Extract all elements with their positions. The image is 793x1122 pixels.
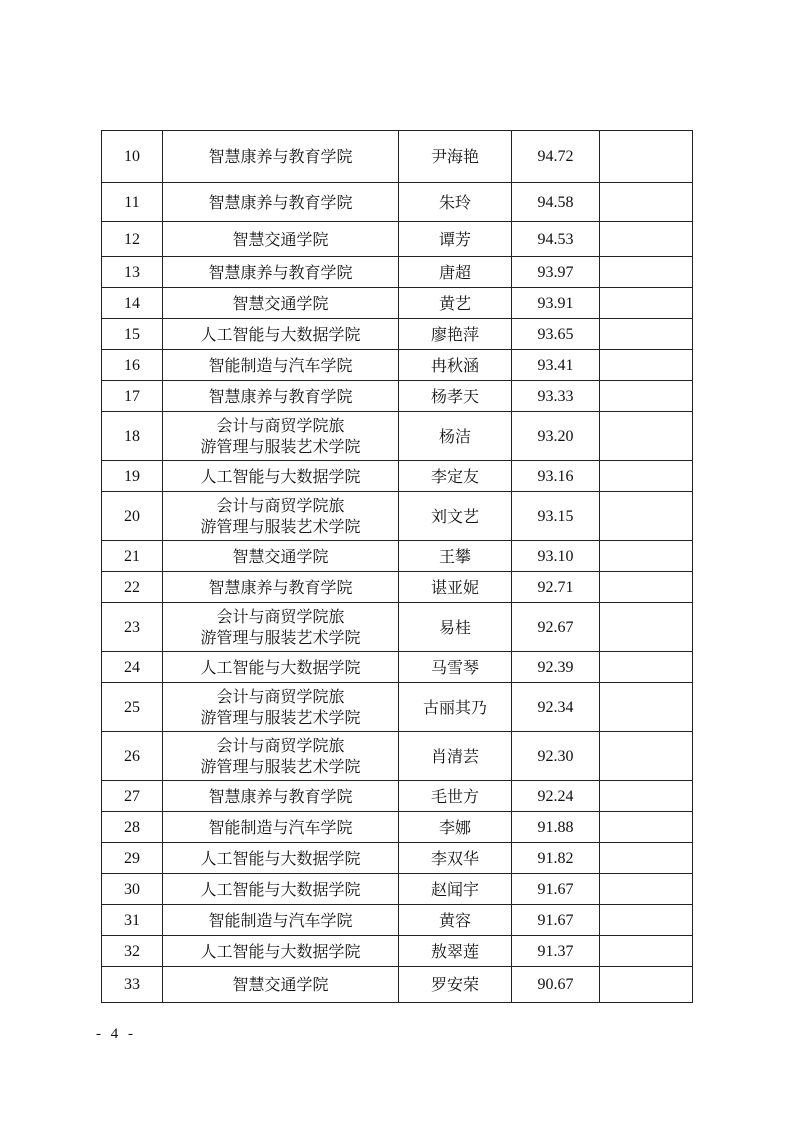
college-cell: 人工智能与大数据学院 [163,652,399,683]
name-cell: 朱玲 [399,183,512,222]
rank-cell: 11 [102,183,163,222]
college-cell: 智能制造与汽车学院 [163,905,399,936]
score-cell: 93.33 [512,381,600,412]
name-cell: 廖艳萍 [399,319,512,350]
name-cell: 黄容 [399,905,512,936]
name-cell: 马雪琴 [399,652,512,683]
rank-cell: 24 [102,652,163,683]
table-row [102,812,693,843]
name-cell: 古丽其乃 [399,683,512,732]
table-row [102,461,693,492]
score-cell: 93.65 [512,319,600,350]
note-cell [600,412,693,461]
page-number: - 4 - [96,1026,136,1042]
table-row [102,257,693,288]
rank-cell: 27 [102,781,163,812]
score-cell: 92.30 [512,732,600,781]
name-cell: 冉秋涵 [399,350,512,381]
note-cell [600,381,693,412]
rank-cell: 25 [102,683,163,732]
score-cell: 92.39 [512,652,600,683]
note-cell [600,812,693,843]
score-cell: 93.16 [512,461,600,492]
note-cell [600,257,693,288]
note-cell [600,541,693,572]
name-cell: 李双华 [399,843,512,874]
table-row [102,492,693,541]
college-cell: 智慧交通学院 [163,288,399,319]
name-cell: 罗安荣 [399,967,512,1003]
rank-cell: 19 [102,461,163,492]
rank-cell: 20 [102,492,163,541]
college-cell: 智慧交通学院 [163,222,399,257]
score-cell: 92.34 [512,683,600,732]
note-cell [600,492,693,541]
table-row [102,843,693,874]
table-row [102,781,693,812]
college-cell: 会计与商贸学院旅 游管理与服装艺术学院 [163,732,399,781]
name-cell: 唐超 [399,257,512,288]
table-row [102,381,693,412]
college-cell: 人工智能与大数据学院 [163,461,399,492]
table-row [102,652,693,683]
rank-cell: 32 [102,936,163,967]
college-cell: 智慧交通学院 [163,541,399,572]
score-cell: 94.53 [512,222,600,257]
name-cell: 李定友 [399,461,512,492]
table-row [102,967,693,1003]
note-cell [600,732,693,781]
rank-cell: 31 [102,905,163,936]
name-cell: 刘文艺 [399,492,512,541]
score-cell: 91.37 [512,936,600,967]
college-cell: 智慧交通学院 [163,967,399,1003]
note-cell [600,461,693,492]
note-cell [600,288,693,319]
note-cell [600,683,693,732]
table-row [102,905,693,936]
note-cell [600,131,693,183]
rank-cell: 10 [102,131,163,183]
ranking-table [101,130,693,1003]
table-row [102,732,693,781]
rank-cell: 26 [102,732,163,781]
score-cell: 92.24 [512,781,600,812]
table-row [102,222,693,257]
score-cell: 91.67 [512,905,600,936]
rank-cell: 14 [102,288,163,319]
rank-cell: 23 [102,603,163,652]
note-cell [600,319,693,350]
name-cell: 杨孝天 [399,381,512,412]
name-cell: 尹海艳 [399,131,512,183]
note-cell [600,936,693,967]
note-cell [600,603,693,652]
score-cell: 93.91 [512,288,600,319]
table-row [102,874,693,905]
table-row [102,683,693,732]
rank-cell: 22 [102,572,163,603]
rank-cell: 21 [102,541,163,572]
score-cell: 94.72 [512,131,600,183]
college-cell: 智能制造与汽车学院 [163,350,399,381]
table-row [102,603,693,652]
score-cell: 93.10 [512,541,600,572]
name-cell: 易桂 [399,603,512,652]
score-cell: 90.67 [512,967,600,1003]
score-cell: 94.58 [512,183,600,222]
rank-cell: 16 [102,350,163,381]
note-cell [600,222,693,257]
college-cell: 智慧康养与教育学院 [163,381,399,412]
rank-cell: 18 [102,412,163,461]
name-cell: 肖清芸 [399,732,512,781]
score-cell: 93.20 [512,412,600,461]
college-cell: 会计与商贸学院旅 游管理与服装艺术学院 [163,492,399,541]
score-cell: 93.41 [512,350,600,381]
note-cell [600,183,693,222]
note-cell [600,905,693,936]
note-cell [600,843,693,874]
name-cell: 谭芳 [399,222,512,257]
college-cell: 人工智能与大数据学院 [163,843,399,874]
score-cell: 91.88 [512,812,600,843]
score-cell: 93.97 [512,257,600,288]
college-cell: 会计与商贸学院旅 游管理与服装艺术学院 [163,603,399,652]
college-cell: 智慧康养与教育学院 [163,131,399,183]
table-row [102,131,693,183]
college-cell: 智慧康养与教育学院 [163,781,399,812]
name-cell: 毛世方 [399,781,512,812]
rank-cell: 17 [102,381,163,412]
college-cell: 人工智能与大数据学院 [163,319,399,350]
note-cell [600,572,693,603]
name-cell: 谌亚妮 [399,572,512,603]
college-cell: 智慧康养与教育学院 [163,572,399,603]
name-cell: 黄艺 [399,288,512,319]
rank-cell: 33 [102,967,163,1003]
table-row [102,319,693,350]
college-cell: 智慧康养与教育学院 [163,257,399,288]
table-row [102,412,693,461]
rank-cell: 15 [102,319,163,350]
note-cell [600,350,693,381]
score-cell: 92.71 [512,572,600,603]
name-cell: 敖翠莲 [399,936,512,967]
table-row [102,541,693,572]
table-row [102,288,693,319]
name-cell: 杨洁 [399,412,512,461]
score-cell: 92.67 [512,603,600,652]
note-cell [600,874,693,905]
name-cell: 赵闻宇 [399,874,512,905]
table-row [102,350,693,381]
score-cell: 93.15 [512,492,600,541]
college-cell: 会计与商贸学院旅 游管理与服装艺术学院 [163,683,399,732]
score-cell: 91.67 [512,874,600,905]
name-cell: 李娜 [399,812,512,843]
note-cell [600,967,693,1003]
note-cell [600,781,693,812]
rank-cell: 13 [102,257,163,288]
rank-cell: 29 [102,843,163,874]
college-cell: 智能制造与汽车学院 [163,812,399,843]
rank-cell: 28 [102,812,163,843]
table-row [102,936,693,967]
table-row [102,183,693,222]
college-cell: 智慧康养与教育学院 [163,183,399,222]
note-cell [600,652,693,683]
college-cell: 人工智能与大数据学院 [163,874,399,905]
rank-cell: 12 [102,222,163,257]
name-cell: 王攀 [399,541,512,572]
table-row [102,572,693,603]
rank-cell: 30 [102,874,163,905]
college-cell: 会计与商贸学院旅 游管理与服装艺术学院 [163,412,399,461]
score-cell: 91.82 [512,843,600,874]
ranking-table-body [102,131,693,1003]
college-cell: 人工智能与大数据学院 [163,936,399,967]
